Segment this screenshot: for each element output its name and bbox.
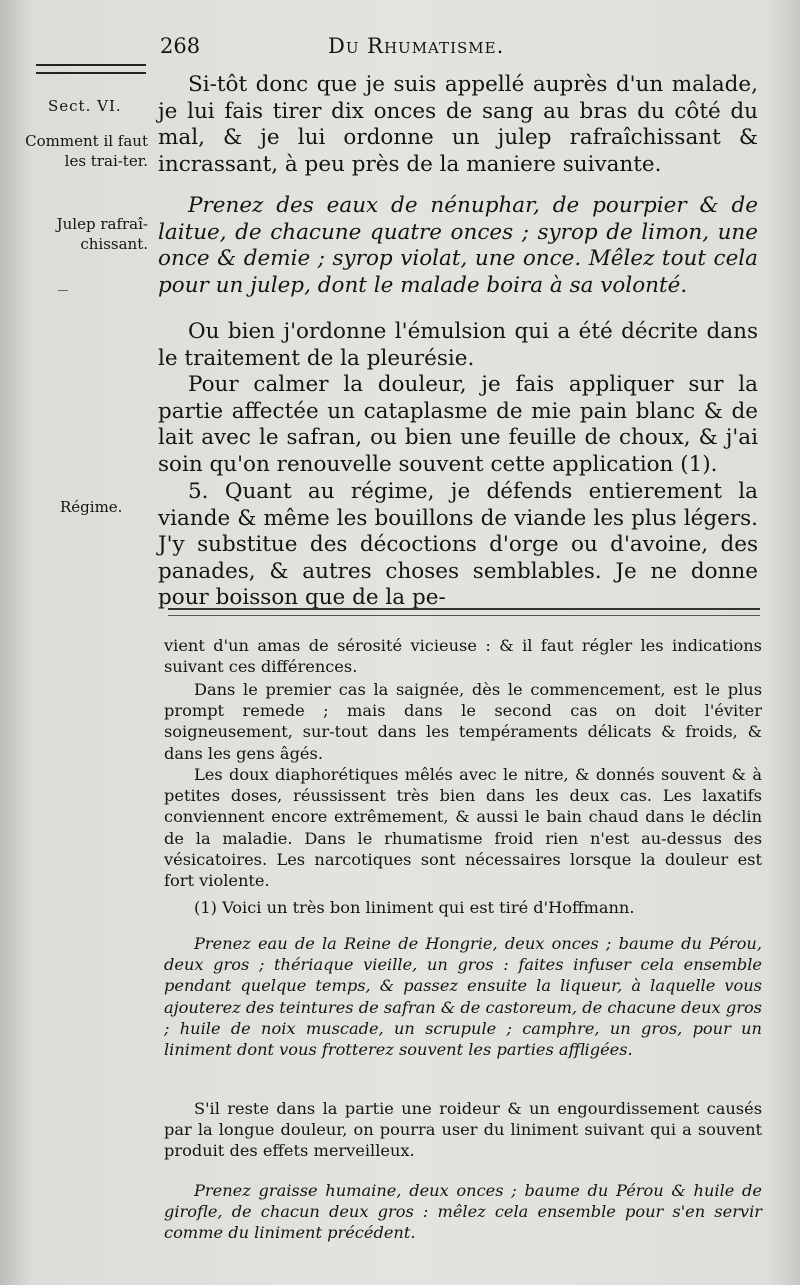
footnote-hoffmann xyxy=(164,897,762,918)
margin-note-regime: Régime. xyxy=(60,498,123,516)
footnote-continuation xyxy=(164,635,762,677)
footnote-second-liniment xyxy=(164,1180,762,1244)
footnote-liniment-recipe xyxy=(164,933,762,1060)
paragraph-text: 5. Quant au régime, je défends entierement la viande & même les bouillons de viande les plus légers. J'y substitue des décoctions d'orge ou d'avoine, des panades, & autres choses semblables. Je ne donne pour boisson que de la pe- xyxy=(158,479,758,610)
paragraph-cataplasm xyxy=(158,372,758,478)
page-header xyxy=(158,34,758,64)
header-rule xyxy=(36,64,146,74)
margin-section-label: Sect. VI. xyxy=(48,97,122,115)
paragraph-emulsion xyxy=(158,319,758,372)
footnote-text: Les doux diaphorétiques mêlés avec le nitre, & donnés souvent & à petites doses, réussissent très bien dans les deux cas. Les laxatifs conviennent encore extrêmement, & aussi le bain chaud dans le déclin de la maladie. Dans le rhumatisme froid rien n'est au-dessus des vésicatoires. Les narcotiques sont nécessaires lorsque la douleur est fort violente. xyxy=(164,765,762,891)
paragraph-text: Prenez des eaux de nénuphar, de pourpier & de laitue, de chacune quatre onces ; syrop de limon, une once & demie ; syrop violat, une once. Mêlez tout cela pour un julep, dont le malade boira à sa volonté. xyxy=(158,193,758,298)
footnote-remedies xyxy=(164,764,762,891)
paragraph-text: Pour calmer la douleur, je fais appliquer sur la partie affectée un cataplasme de mie pain blanc & de lait avec le safran, ou bien une feuille de choux, & j'ai soin qu'on renouvelle souvent cette application (1). xyxy=(158,372,758,477)
footnote-stiffness xyxy=(164,1098,762,1162)
footnote-bleeding xyxy=(164,679,762,764)
paragraph-bleeding xyxy=(158,72,758,178)
paragraph-regime xyxy=(158,479,758,612)
footnote-text: (1) Voici un très bon liniment qui est tiré d'Hoffmann. xyxy=(194,898,635,917)
footnote-text: Dans le premier cas la saignée, dès le commencement, est le plus prompt remede ; mais dans le second cas on doit l'éviter soigneusement, sur-tout dans les tempéraments délicats & froids, & dans les gens âgés. xyxy=(164,680,762,763)
footnote-rule xyxy=(168,608,760,616)
footnote-text: Prenez graisse humaine, deux onces ; baume du Pérou & huile de girofle, de chacun deux gros : mêlez cela ensemble pour s'en servir comme du liniment précédent. xyxy=(164,1181,762,1243)
paragraph-julep-recipe xyxy=(158,193,758,299)
footnote-text: S'il reste dans la partie une roideur & un engourdissement causés par la longue douleur, on pourra user du liniment suivant qui a souvent produit des effets merveilleux. xyxy=(164,1099,762,1161)
page-number: 268 xyxy=(160,34,201,58)
margin-note-treatment: Comment il faut les trai-ter. xyxy=(25,132,148,170)
paragraph-text: Ou bien j'ordonne l'émulsion qui a été décrite dans le traitement de la pleurésie. xyxy=(158,319,758,371)
running-title: Du Rhumatisme. xyxy=(328,34,505,58)
footnote-text: Prenez eau de la Reine de Hongrie, deux onces ; baume du Pérou, deux gros ; thériaque vieille, un gros : faites infuser cela ensemble pendant quelque temps, & passez ensuite la liqueur, à laquelle vous ajouterez des teintures de safran & de castoreum, de chacune deux gros ; huile de noix muscade, un scrupule ; camphre, un gros, pour un liniment dont vous frotterez souvent les parties affligées. xyxy=(164,934,762,1060)
margin-dash xyxy=(58,290,68,291)
margin-note-julep: Julep rafraî-chissant. xyxy=(56,215,148,253)
footnote-text: vient d'un amas de sérosité vicieuse : & il faut régler les indications suivant ces différences. xyxy=(164,636,762,677)
paragraph-text: Si-tôt donc que je suis appellé auprès d'un malade, je lui fais tirer dix onces de sang au bras du côté du mal, & je lui ordonne un julep rafraîchissant & incrassant, à peu près de la maniere suivante. xyxy=(158,72,758,177)
